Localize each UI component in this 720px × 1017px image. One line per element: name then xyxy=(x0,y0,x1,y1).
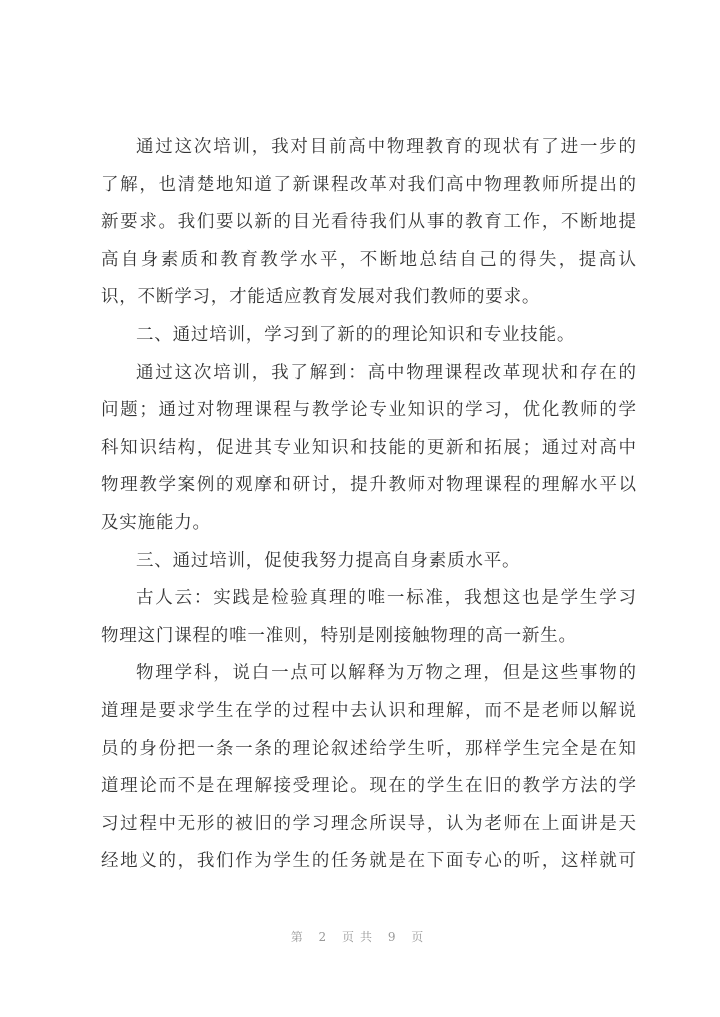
paragraph-first-line: 古人云：实践是检验真理的唯一标准，我想这也是学生学习 xyxy=(136,588,636,609)
paragraph-line: 物理这门课程的唯一准则，特别是刚接触物理的高一新生。 xyxy=(101,625,577,646)
paragraph-line: 道理论而不是在理解接受理论。现在的学生在旧的教学方法的学 xyxy=(101,776,636,797)
paragraph-line: 新要求。我们要以新的目光看待我们从事的教育工作，不断地提 xyxy=(101,212,636,233)
paragraph-line: 经地义的，我们作为学生的任务就是在下面专心的听，这样就可 xyxy=(101,851,636,872)
paragraph-line: 物理教学案例的观摩和研讨，提升教师对物理课程的理解水平以 xyxy=(101,475,636,496)
paragraph-line: 科知识结构，促进其专业知识和技能的更新和拓展；通过对高中 xyxy=(101,437,636,458)
paragraph-line: 识，不断学习，才能适应教育发展对我们教师的要求。 xyxy=(101,287,541,308)
paragraph-line: 问题；通过对物理课程与教学论专业知识的学习，优化教师的学 xyxy=(101,400,636,421)
paragraph-line: 了解，也清楚地知道了新课程改革对我们高中物理教师所提出的 xyxy=(101,174,636,195)
paragraph-line: 员的身份把一条一条的理论叙述给学生听，那样学生完全是在知 xyxy=(101,738,636,759)
paragraph-line: 习过程中无形的被旧的学习理念所误导，认为老师在上面讲是天 xyxy=(101,813,636,834)
paragraph-first-line: 三、通过培训，促使我努力提高自身素质水平。 xyxy=(136,550,521,571)
paragraph-first-line: 二、通过培训，学习到了新的的理论知识和专业技能。 xyxy=(136,325,576,345)
page-number-footer: 第 2 页共 9 页 xyxy=(290,930,430,944)
paragraph-line: 高自身素质和教育教学水平，不断地总结自己的得失，提高认 xyxy=(101,249,636,270)
paragraph-first-line: 通过这次培训，我对目前高中物理教育的现状有了进一步的 xyxy=(136,137,636,157)
paragraph-first-line: 通过这次培训，我了解到：高中物理课程改革现状和存在的 xyxy=(136,362,636,383)
paragraph-line: 道理是要求学生在学的过程中去认识和理解，而不是老师以解说 xyxy=(101,701,636,721)
paragraph-line: 及实施能力。 xyxy=(101,513,211,533)
paragraph-first-line: 物理学科，说白一点可以解释为万物之理，但是这些事物的 xyxy=(136,663,636,684)
